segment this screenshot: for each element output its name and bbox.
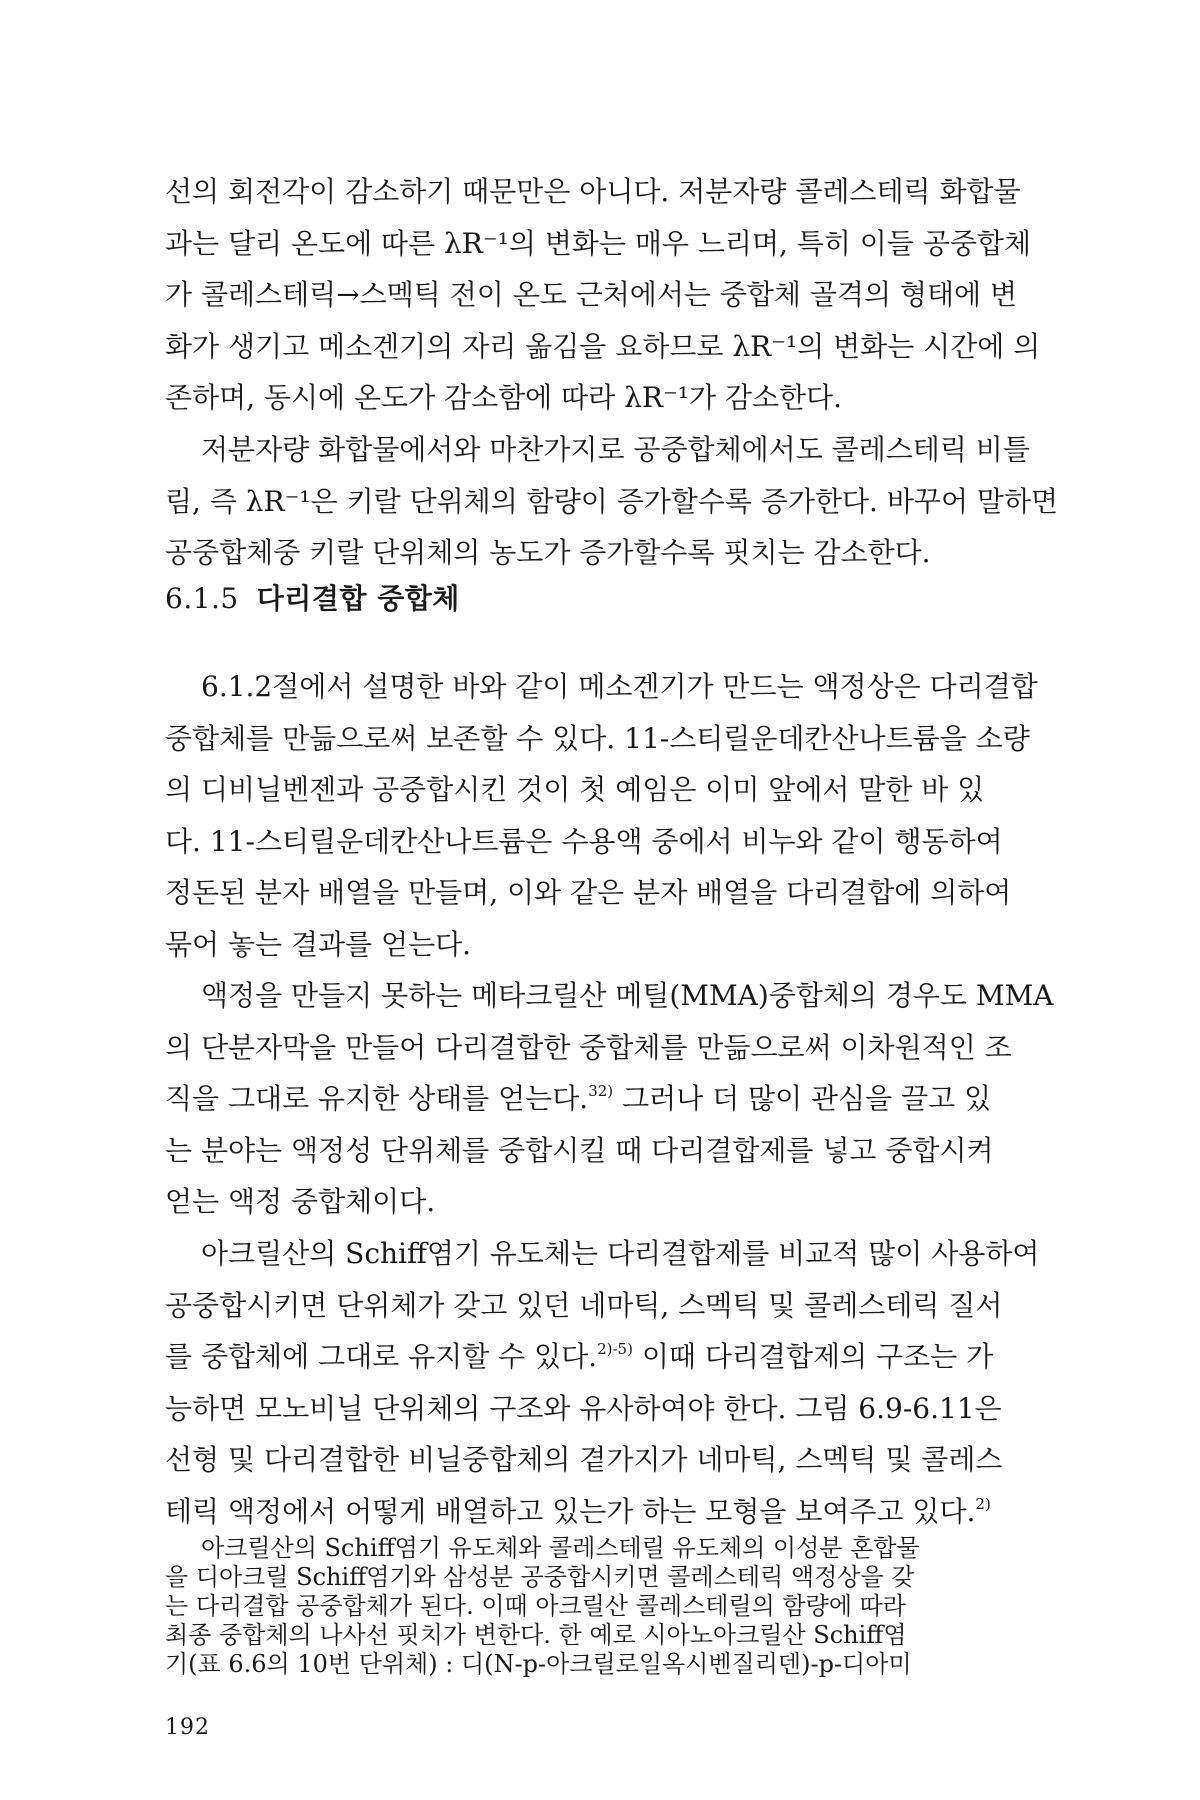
paragraph-6 (165, 1534, 1045, 1679)
text-line: 을 디아크릴 Schiff염기와 삼성분 공중합시키면 콜레스테릭 액정상을 갖 (165, 1563, 915, 1591)
text-line: 6.1.2절에서 설명한 바와 같이 메소겐기가 만드는 액정상은 다리결합 (201, 670, 1038, 703)
text-line (165, 1486, 1045, 1538)
section-number: 6.1.5 (165, 582, 239, 615)
text-run: 테릭 액정에서 어떻게 배열하고 있는가 하는 모형을 보여주고 있다. (165, 1494, 976, 1528)
paragraph-1 (165, 166, 1045, 424)
text-run: 를 중합체에 그대로 유지할 수 있다. (165, 1340, 598, 1373)
text-line: 아크릴산의 Schiff염기 유도체와 콜레스테릴 유도체의 이성분 혼합물 (201, 1534, 920, 1562)
text-line: 얻는 액정 중합체이다. (165, 1185, 436, 1218)
text-line: 묶어 놓는 결과를 얻는다. (165, 927, 472, 961)
page-number: 192 (165, 1715, 210, 1740)
text-line: 저분자량 화합물에서와 마찬가지로 공중합체에서도 콜레스테릭 비틀 (201, 433, 1030, 466)
text-line: 존하며, 동시에 온도가 감소함에 따라 λR⁻¹가 감소한다. (165, 381, 842, 414)
text-line: 공중합체중 키랄 단위체의 농도가 증가할수록 핏치는 감소한다. (165, 536, 931, 569)
section-title: 다리결합 중합체 (256, 582, 460, 615)
text-line: 화가 생기고 메소겐기의 자리 옮김을 요하므로 λR⁻¹의 변화는 시간에 의 (165, 329, 1041, 363)
text-line: 아크릴산의 Schiff염기 유도체는 다리결합제를 비교적 많이 사용하여 (201, 1237, 1040, 1270)
text-line: 는 분야는 액정성 단위체를 중합시킬 때 다리결합제를 넣고 중합시켜 (165, 1133, 994, 1167)
reference-marker: 32) (588, 1082, 614, 1100)
text-run: 직을 그대로 유지한 상태를 얻는다. (165, 1082, 589, 1115)
section-heading (165, 577, 460, 617)
text-line: 정돈된 분자 배열을 만들며, 이와 같은 분자 배열을 다리결합에 의하여 (165, 876, 1012, 909)
text-line: 의 단분자막을 만들어 다리결합한 중합체를 만듦으로써 이차원적인 조 (165, 1030, 1012, 1064)
text-line (165, 1073, 1045, 1125)
reference-marker: 2) (975, 1494, 991, 1513)
text-line: 중합체를 만듦으로써 보존할 수 있다. 11-스티릴운데칸산나트륨을 소량 (165, 721, 1030, 755)
paragraph-2 (165, 424, 1059, 579)
text-run: 그러나 더 많이 관심을 끌고 있 (613, 1082, 992, 1115)
text-line: 는 다리결합 공중합체가 된다. 이때 아크릴산 콜레스테릴의 함량에 따라 (165, 1592, 906, 1620)
text-line: 과는 달리 온도에 따른 λR⁻¹의 변화는 매우 느리며, 특히 이들 공중합체 (165, 226, 1031, 260)
text-line: 선형 및 다리결합한 비닐중합체의 곁가지가 네마틱, 스멕틱 및 콜레스 (165, 1443, 1003, 1476)
paragraph-5 (165, 1228, 1045, 1537)
text-line: 액정을 만들지 못하는 메타크릴산 메틸(MMA)중합체의 경우도 MMA (201, 979, 1054, 1012)
text-line: 가 콜레스테릭→스멕틱 전이 온도 근처에서는 중합체 골격의 형태에 변 (165, 278, 1018, 311)
text-line: 다. 11-스티릴운데칸산나트륨은 수용액 중에서 비누와 같이 행동하여 (165, 824, 1003, 858)
reference-marker: 2)-5) (597, 1340, 633, 1358)
text-line: 공중합시키면 단위체가 갖고 있던 네마틱, 스멕틱 및 콜레스테릭 질서 (165, 1288, 1003, 1322)
text-line: 의 디비닐벤젠과 공중합시킨 것이 첫 예임은 이미 앞에서 말한 바 있 (165, 773, 985, 806)
text-line: 림, 즉 λR⁻¹은 키랄 단위체의 함량이 증가할수록 증가한다. 바꾸어 말하면 (165, 484, 1059, 518)
text-line: 최종 중합체의 나사선 핏치가 변한다. 한 예로 시아노아크릴산 Schiff염 (165, 1621, 907, 1649)
text-line (165, 1331, 1045, 1383)
text-line: 능하면 모노비닐 단위체의 구조와 유사하여야 한다. 그림 6.9-6.11은 (165, 1391, 1002, 1425)
text-run: 이때 다리결합제의 구조는 가 (632, 1340, 994, 1373)
paragraph-4 (165, 970, 1054, 1228)
text-line: 선의 회전각이 감소하기 때문만은 아니다. 저분자량 콜레스테릭 화합물 (165, 175, 1021, 208)
text-line: 기(표 6.6의 10번 단위체) : 디(N-p-아크릴로일옥시벤질리덴)-p-디아미 (165, 1650, 912, 1678)
paragraph-3 (165, 661, 1045, 970)
